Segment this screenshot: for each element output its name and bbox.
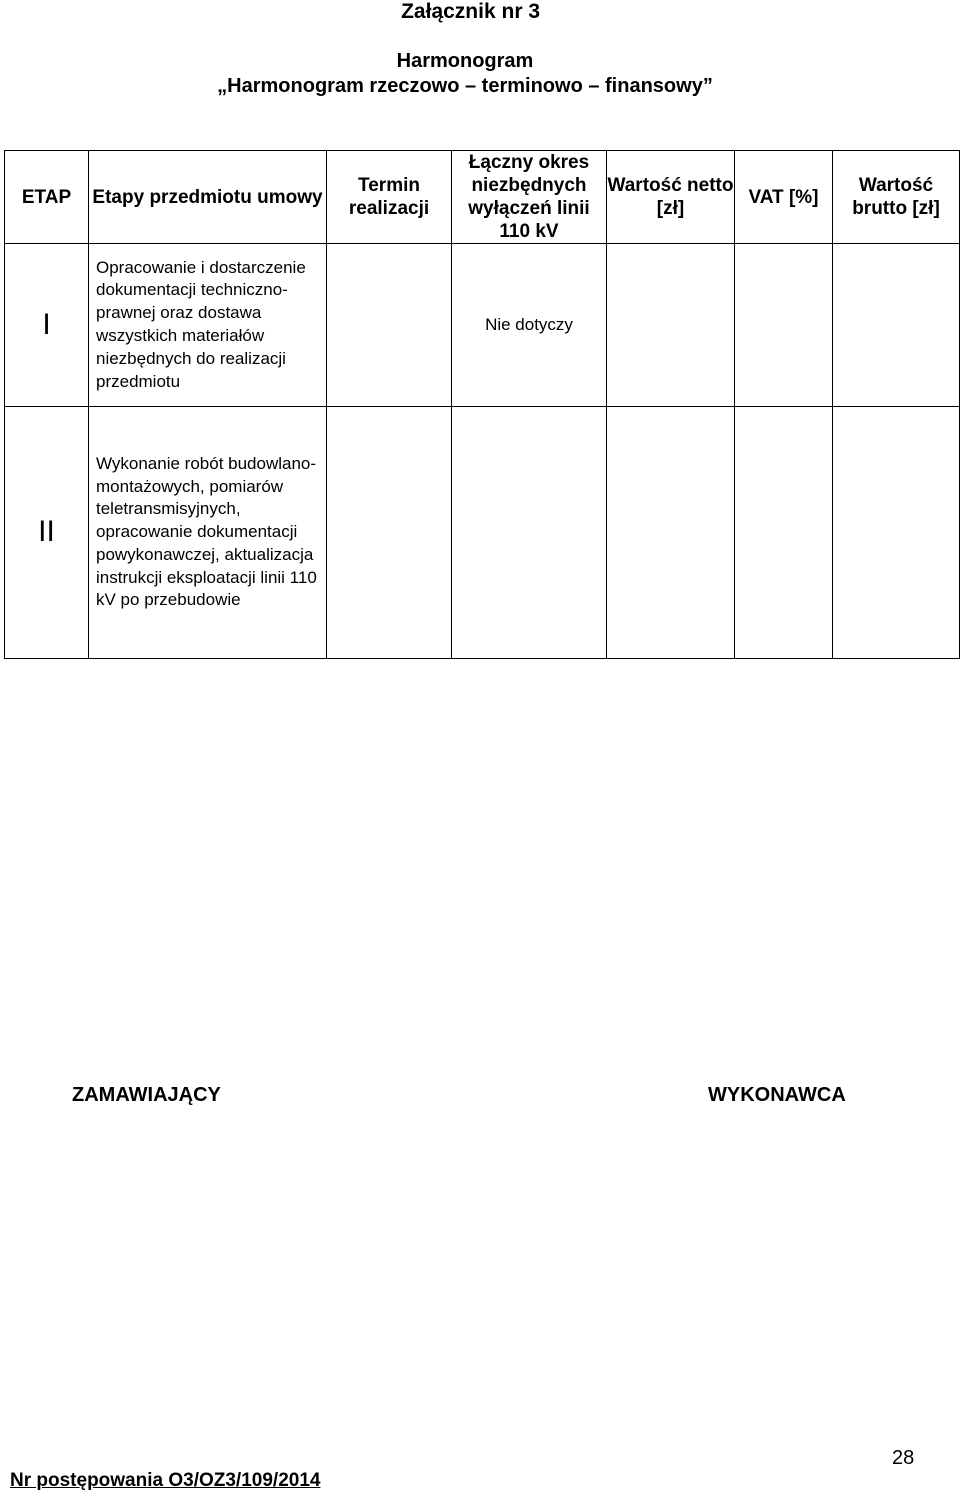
stage-number: I [5,244,89,407]
col-header-outage: Łączny okres niezbędnych wyłączeń linii 110 kV [452,151,607,244]
net-value-cell [607,244,735,407]
col-header-vat: VAT [%] [735,151,833,244]
gross-value-cell [833,244,960,407]
gross-value-cell [833,407,960,659]
vat-cell [735,244,833,407]
term-cell [327,407,452,659]
page-number: 28 [892,1447,915,1469]
stage-description: Opracowanie i dostarczenie dokumentacji techniczno-prawnej oraz dostawa wszystkich materiałów niezbędnych do realizacji przedmiotu [89,244,327,407]
document-title: Harmonogram [396,50,534,72]
vat-cell [735,407,833,659]
net-value-cell [607,407,735,659]
schedule-table [4,150,960,659]
document-subtitle: „Harmonogram rzeczowo – terminowo – finansowy” [217,75,713,97]
col-header-gross-value: Wartość brutto [zł] [833,151,960,244]
outage-cell: Nie dotyczy [452,244,607,407]
col-header-stage: ETAP [5,151,89,244]
col-header-description: Etapy przedmiotu umowy [89,151,327,244]
contractor-signature-label: WYKONAWCA [708,1084,846,1106]
col-header-term: Termin realizacji [327,151,452,244]
stage-description: Wykonanie robót budowlano-montażowych, pomiarów teletransmisyjnych, opracowanie dokumentacji powykonawczej, aktualizacja instrukcji eksploatacji linii 110 kV po przebudowie [89,407,327,659]
client-signature-label: ZAMAWIAJĄCY [72,1084,221,1106]
col-header-net-value: Wartość netto [zł] [607,151,735,244]
table-row [5,244,960,407]
stage-number: II [5,407,89,659]
term-cell [327,244,452,407]
table-row [5,407,960,659]
procedure-number: Nr postępowania O3/OZ3/109/2014 [10,1470,321,1491]
outage-cell [452,407,607,659]
annex-label: Załącznik nr 3 [401,0,540,23]
table-header-row [5,151,960,244]
